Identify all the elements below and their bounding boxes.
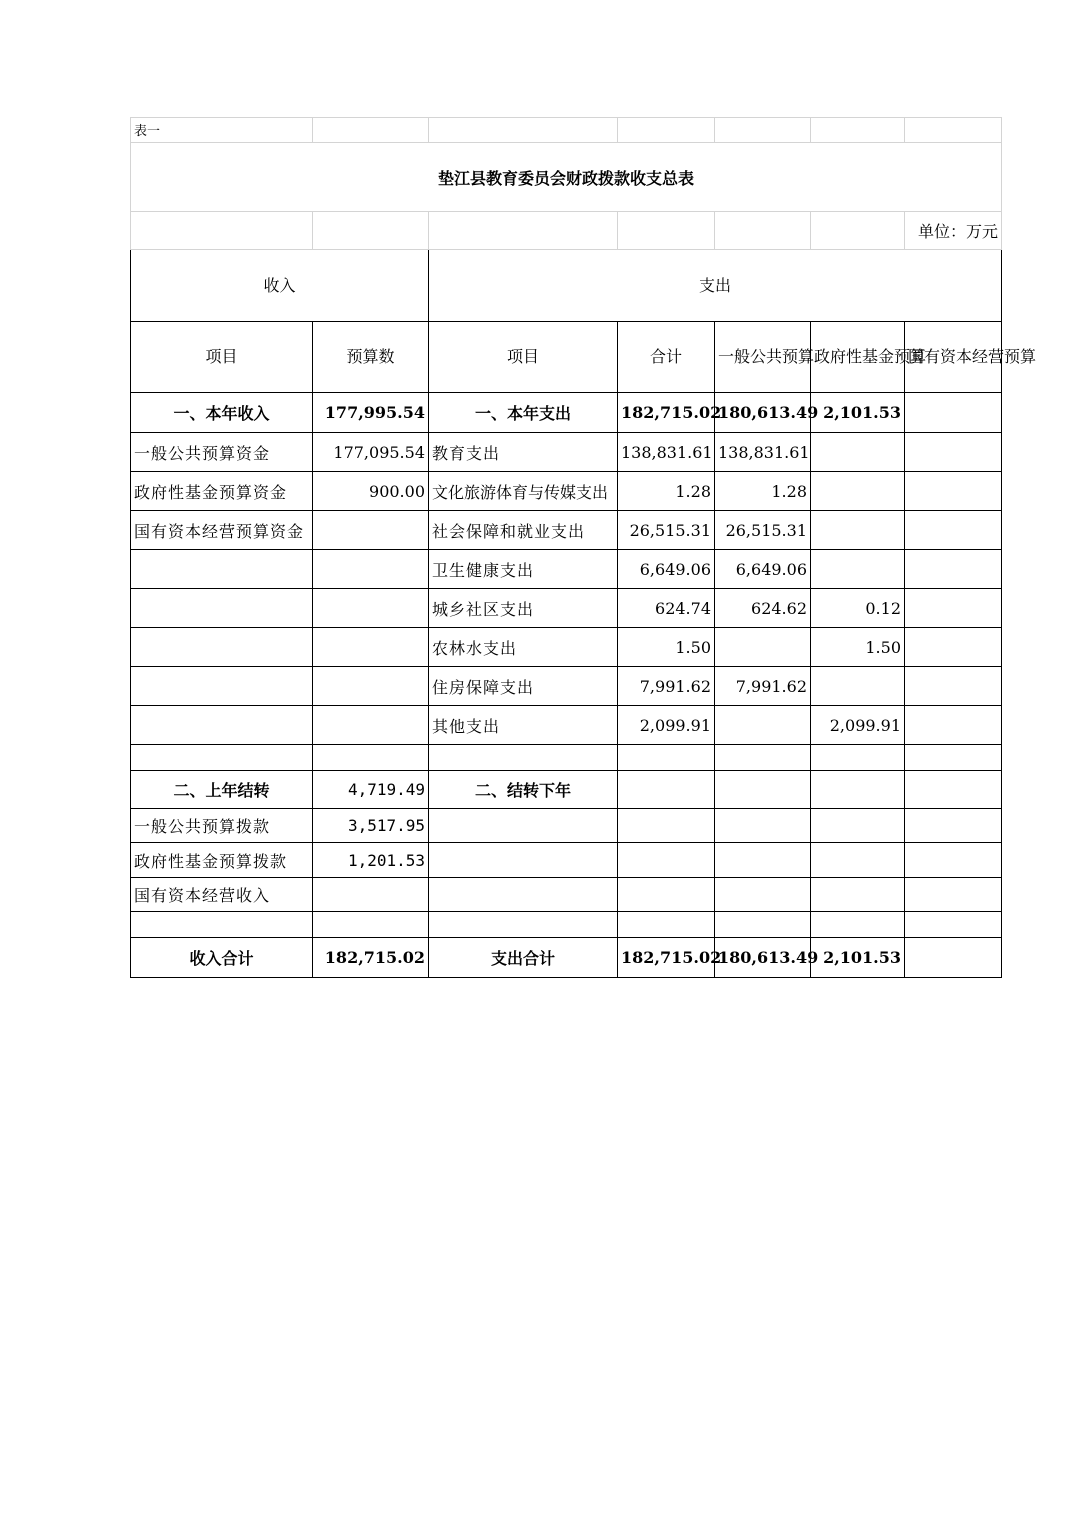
expense-item: 其他支出 [429,706,618,745]
expense-capital [905,472,1002,511]
income-header: 收入 [131,250,429,322]
expense-item: 卫生健康支出 [429,550,618,589]
expense-total: 624.74 [618,589,715,628]
table-row [131,912,1002,938]
expense-capital [905,628,1002,667]
income-total-label: 收入合计 [131,938,313,978]
col-header-total: 合计 [618,322,715,393]
table-row [131,878,1002,912]
expense-fund: 2,099.91 [811,706,905,745]
expense-general: 26,515.31 [715,511,811,550]
col-header-item2: 项目 [429,322,618,393]
income-value [313,706,429,745]
expense-fund: 2,101.53 [811,938,905,978]
expense-total: 1.50 [618,628,715,667]
expense-item: 住房保障支出 [429,667,618,706]
expense-item: 社会保障和就业支出 [429,511,618,550]
income-item [131,589,313,628]
income-value [313,628,429,667]
income-total-value: 182,715.02 [313,938,429,978]
expense-capital [905,433,1002,472]
expense-total: 2,099.91 [618,706,715,745]
unit-label: 单位：万元 [905,212,1002,250]
table-row [131,550,1002,589]
table-row [131,706,1002,745]
income-value [313,667,429,706]
col-header-capital: 国有资本经营预算 [905,322,1002,393]
income-value: 3,517.95 [313,809,429,843]
expense-general: 180,613.49 [715,938,811,978]
budget-summary-table [130,117,1037,978]
expense-header: 支出 [429,250,1002,322]
income-item: 国有资本经营收入 [131,878,313,912]
expense-total: 6,649.06 [618,550,715,589]
expense-total: 1.28 [618,472,715,511]
expense-capital [905,706,1002,745]
expense-fund [811,550,905,589]
col-header-general: 一般公共预算 [715,322,811,393]
expense-general: 138,831.61 [715,433,811,472]
expense-item: 一、本年支出 [429,393,618,433]
table-row [131,589,1002,628]
income-item: 政府性基金预算拨款 [131,843,313,878]
expense-item: 文化旅游体育与传媒支出 [429,472,618,511]
expense-capital [905,589,1002,628]
expense-item: 教育支出 [429,433,618,472]
expense-general: 7,991.62 [715,667,811,706]
table-caption: 表一 [131,118,313,143]
expense-fund [811,472,905,511]
income-value [313,550,429,589]
income-item: 国有资本经营预算资金 [131,511,313,550]
expense-total: 182,715.02 [618,938,715,978]
totals-row [131,938,1002,978]
income-item [131,550,313,589]
expense-fund: 1.50 [811,628,905,667]
col-header-fund: 政府性基金预算 [811,322,905,393]
expense-fund: 0.12 [811,589,905,628]
income-value [313,878,429,912]
expense-item: 农林水支出 [429,628,618,667]
expense-general [715,628,811,667]
expense-general: 1.28 [715,472,811,511]
income-item [131,667,313,706]
table-row [131,667,1002,706]
expense-capital [905,393,1002,433]
expense-fund [811,433,905,472]
expense-item: 二、结转下年 [429,771,618,809]
expense-total-label: 支出合计 [429,938,618,978]
expense-capital [905,550,1002,589]
income-item: 二、上年结转 [131,771,313,809]
income-item [131,628,313,667]
income-value: 4,719.49 [313,771,429,809]
table-row [131,628,1002,667]
table-row [131,771,1002,809]
table-row [131,511,1002,550]
income-value: 1,201.53 [313,843,429,878]
expense-capital [905,667,1002,706]
expense-fund: 2,101.53 [811,393,905,433]
expense-total: 7,991.62 [618,667,715,706]
income-value [313,589,429,628]
income-value [313,511,429,550]
expense-item: 城乡社区支出 [429,589,618,628]
expense-total: 26,515.31 [618,511,715,550]
income-value: 177,995.54 [313,393,429,433]
expense-general [715,706,811,745]
expense-capital [905,511,1002,550]
table-row [131,745,1002,771]
expense-fund [811,511,905,550]
table-row [131,809,1002,843]
col-header-budget: 预算数 [313,322,429,393]
table-row [131,472,1002,511]
table-row [131,433,1002,472]
expense-general: 624.62 [715,589,811,628]
income-item [131,706,313,745]
table-row [131,843,1002,878]
income-value: 177,095.54 [313,433,429,472]
col-header-item: 项目 [131,322,313,393]
income-item: 政府性基金预算资金 [131,472,313,511]
expense-capital [905,938,1002,978]
page-title: 垫江县教育委员会财政拨款收支总表 [131,143,1002,212]
expense-fund [811,667,905,706]
expense-total: 182,715.02 [618,393,715,433]
income-item: 一般公共预算资金 [131,433,313,472]
expense-general: 6,649.06 [715,550,811,589]
income-item: 一、本年收入 [131,393,313,433]
income-value: 900.00 [313,472,429,511]
income-item: 一般公共预算拨款 [131,809,313,843]
expense-general: 180,613.49 [715,393,811,433]
expense-total: 138,831.61 [618,433,715,472]
table-row [131,393,1002,433]
